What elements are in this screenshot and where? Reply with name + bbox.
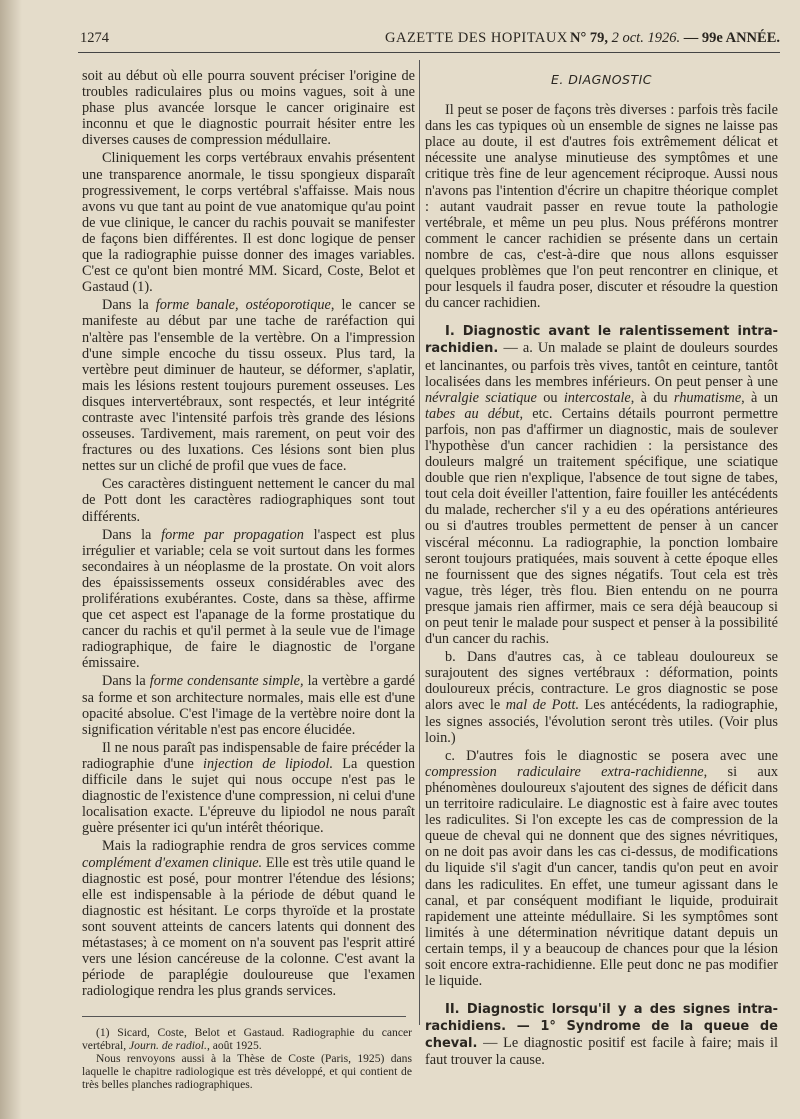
journal-title: GAZETTE DES HOPITAUX [385,30,568,46]
paragraph [82,740,415,837]
footnote [82,1026,412,1091]
text-run: Les antécédents, la radiographie, les signes associés, l'évolution seront très utiles. (Voir plus loin.) [425,697,778,746]
footnote-entry: Nous renvoyons aussi à la Thèse de Coste (Paris, 1925) dans laquelle le chapitre radiologique est très développé, et qui contient de très belles planches radiographiques. [82,1052,412,1091]
page-number: 1274 [80,30,109,46]
text-run: , à un [741,389,778,406]
emphasis: tabes au début [425,405,520,422]
issue-date: 2 oct. 1926. [611,30,681,46]
text-run: La question difficile dans le sujet qui nous occupe n'est pas le diagnostic de l'existence d'une compression, ni celui d'une localisation exacte. L'épreuve du lipiodol ne nous paraît guère présenter ici qu'un intérêt théorique. [82,755,415,837]
text-run: Il ne nous paraît pas indispensable de faire précéder la radiographie d'une [82,739,415,772]
text-run: b. Dans d'autres cas, à ce tableau douloureux se surajoutent des signes vertébraux : déformation, points douloureux précis, contracture. Le gros diagnostic se pose alors avec le [425,649,778,714]
emphasis: mal de Pott. [505,697,580,714]
text-run: Dans la [102,673,150,690]
text-run: (1) Sicard, Coste, Belot et Gastaud. Radiographie du cancer vertébral, [82,1026,412,1052]
emphasis: injection de lipiodol. [203,755,334,772]
paragraph [82,838,415,999]
paragraph [82,297,415,474]
running-header [40,30,780,52]
text-run: ou [536,389,564,406]
paragraph [425,748,778,989]
text-run: Elle est très utile quand le diagnostic est posé, pour montrer l'étendue des lésions; elle est indispensable à la période de début quand le diagnostic est hésitant. Le corps thyroïde et la prostate sont souvent atteints de cancers latents qui donnent des métastases; à ce moment on n'a souvent pas l'esprit attiré vers une lésion cancéreuse de la colonne. C'est avant la période de paraplégie douloureuse que l'examen radiologique rendra les plus grands services. [82,854,415,1000]
spacer [425,989,778,1001]
issue-number: N° 79, [569,30,608,46]
paragraph [425,649,778,746]
paragraph [425,1001,778,1068]
paragraph [82,673,415,737]
text-run: , etc. Certains détails pourront permettre parfois, non pas d'affirmer un diagnostic, mais de soulever l'hypothèse d'un cancer rachidien : la persistance des douleurs malgré un traitement spécifique, une sciatique double que rien n'explique, l'absence de tout signe de tabes, tout cela doit éveiller l'attention, faire fouiller les antécédents du malade, rechercher s'il y a eu des opérations antérieures ou si d'autres troubles permettent de penser à un cancer viscéral méconnu. La radiographie, la ponction lombaire seront toujours pratiquées, mais souvent à cette époque elles ne fournissent que des signes négatifs. Tout cela est très vague, très léger, très flou. Bien entendu on ne pourra presque jamais rien affirmer, mais ce sera déjà beaucoup si on peut tenir le malade pour suspect et penser à la possibilité d'un cancer du rachis. [425,405,779,648]
paragraph: Ces caractères distinguent nettement le cancer du mal de Pott dont les caractères radiographiques sont tout différents. [82,476,415,525]
text-run: Mais la radiographie rendra de gros services comme [102,838,415,855]
text-run: Dans la [102,297,156,314]
text-run: l'aspect est plus irrégulier et variable; cela se voit surtout dans les formes secondaires à un néoplasme de la prostate. On voit alors des épaississements osseux considérables avec des proliférations exubérantes. Coste, dans sa thèse, affirme que cet aspect est l'apanage de la forme prostatique du cancer du rachis et qu'il permet à la seule vue de l'image radiographique, de faire le diagnostic de l'organe émissaire. [82,526,415,672]
emphasis: intercostale [563,389,631,406]
emphasis: Journ. de radiol. [129,1039,207,1052]
text-run: la vertèbre a gardé sa forme et son architecture normales, mais elle est d'une opacité absolue. C'est l'image de la vertèbre noire dont la signification véritable n'est pas encore élucidée. [82,673,415,738]
left-column [82,68,415,999]
emphasis: forme condensante simple, [149,673,304,690]
spacer [425,311,778,323]
emphasis: complément d'examen clinique. [82,854,263,871]
section-title: E. DIAGNOSTIC [550,72,653,87]
footnote-entry [82,1026,412,1052]
paragraph: soit au début où elle pourra souvent préciser l'origine de troubles radiculaires plus ou moins vagues, soit à une phase plus avancée lorsque le cancer originaire est inconnu et que le diagnostic pourrait hésiter entre les diverses causes de compression médullaire. [82,68,415,149]
paragraph: Cliniquement les corps vertébraux envahis présentent une transparence anormale, le tissu spongieux disparaît progressivement, le corps vertébral s'affaisse. Mais nous avons vu que tant au point de vue anatomique qu'au point de vue clinique, le cancer du rachis pouvait se manifester de façons bien différentes. Il est donc logique de penser que la radiographie puisse donner des images variables. C'est ce qu'ont bien montré MM. Sicard, Coste, Belot et Gastaud (1). [82,150,415,296]
emphasis: rhumatisme [673,389,742,406]
paragraph [82,527,415,672]
issue-info [570,30,780,47]
text-run: , à du [630,389,674,406]
emphasis: névralgie sciatique [425,389,537,406]
paragraph [425,323,778,647]
text-run: Dans la [102,526,162,543]
subsection-heading: I. Diagnostic avant le ralentissement intra-rachidien. [425,324,778,357]
subsection-heading-part: — 1° Syndrome de la queue de cheval. [425,1019,778,1052]
subsection-heading: II. Diagnostic lorsqu'il y a des signes intra-rachidiens. [425,1002,778,1035]
paragraph: Il peut se poser de façons très diverses : parfois très facile dans les cas typiques où un ensemble de signes ne laisse pas place au doute, il est d'autres fois extrêmement délicat et nécessite une analyse minutieuse des symptômes et une critique très fine de leur agencement réciproque. Aussi nous n'avons pas l'intention d'écrire un chapitre théorique complet : autant vaudrait passer en revue toute la pathologie vertébrale, et même un peu plus. Nous préférons montrer comment le cancer rachidien se présente dans un certain nombre de cas, c'est-à-dire que nous allons esquisser quelques problèmes que l'on peut rencontrer en clinique, et pour lesquels il faudra poser, discuter et résoudre la question du cancer rachidien. [425,102,778,312]
text-run: , le cancer se manifeste au début par une tache de raréfaction qui n'altère pas l'ensemble de la vertèbre. On a l'impression d'une simple encoche du tissu osseux. Plus tard, la vertèbre peut diminuer de hauteur, se déformer, s'aplatir, mais les lésions restent toujours purement osseuses. Les disques intervertébraux, sont respectés, et leur intégrité contraste avec l'intensité parfois très grande des lésions osseuses. Tardivement, mais rarement, on peut voir des fractures ou des luxations. Ces lésions sont bien plus nettes sur un cliché de profil que vues de face. [82,297,415,475]
column-separator [419,60,420,1025]
emphasis: forme par propagation [161,526,304,543]
page-edge-shadow [0,0,22,1119]
text-run: , août 1925. [206,1039,262,1052]
text-run: — Le diagnostic positif est facile à faire; mais il faut trouver la cause. [425,1035,778,1069]
text-run: , si aux phénomènes douloureux s'ajoutent des signes de déficit dans un territoire radiculaire. Le diagnostic est à faire avec toutes les radiculites. Si l'on excepte les cas de compression de la queue de cheval qui ne donnent que des signes névritiques, on ne doit pas avoir dans les cas ci-dessus, de modifications du liquide s'il s'agit d'un cancer, tandis qu'on peut en avoir dans les radiculites. En effet, une tumeur agissant dans le canal, et par conséquent modifiant le liquide, produirait rapidement une atteinte médullaire. Si les symptômes sont limités à une détermination névritique datant depuis un certain temps, il y a beaucoup de chances pour que la lésion soit encore extra-rachidienne. Elle peut donc ne pas modifier le liquide. [425,763,778,990]
text-run: c. D'autres fois le diagnostic se posera avec une [445,747,778,764]
header-rule [78,52,780,53]
right-column [425,68,778,1069]
issue-year: — 99e ANNÉE. [683,30,780,46]
emphasis: compression radiculaire extra-rachidienne [425,763,704,780]
footnote-rule [82,1016,406,1017]
text-run: — a. Un malade se plaint de douleurs sourdes et lancinantes, ou parfois très vives, tantôt en ceinture, tantôt localisées dans les membres inférieurs. On peut penser à une [425,340,778,390]
emphasis: forme banale, ostéoporotique [155,297,331,314]
